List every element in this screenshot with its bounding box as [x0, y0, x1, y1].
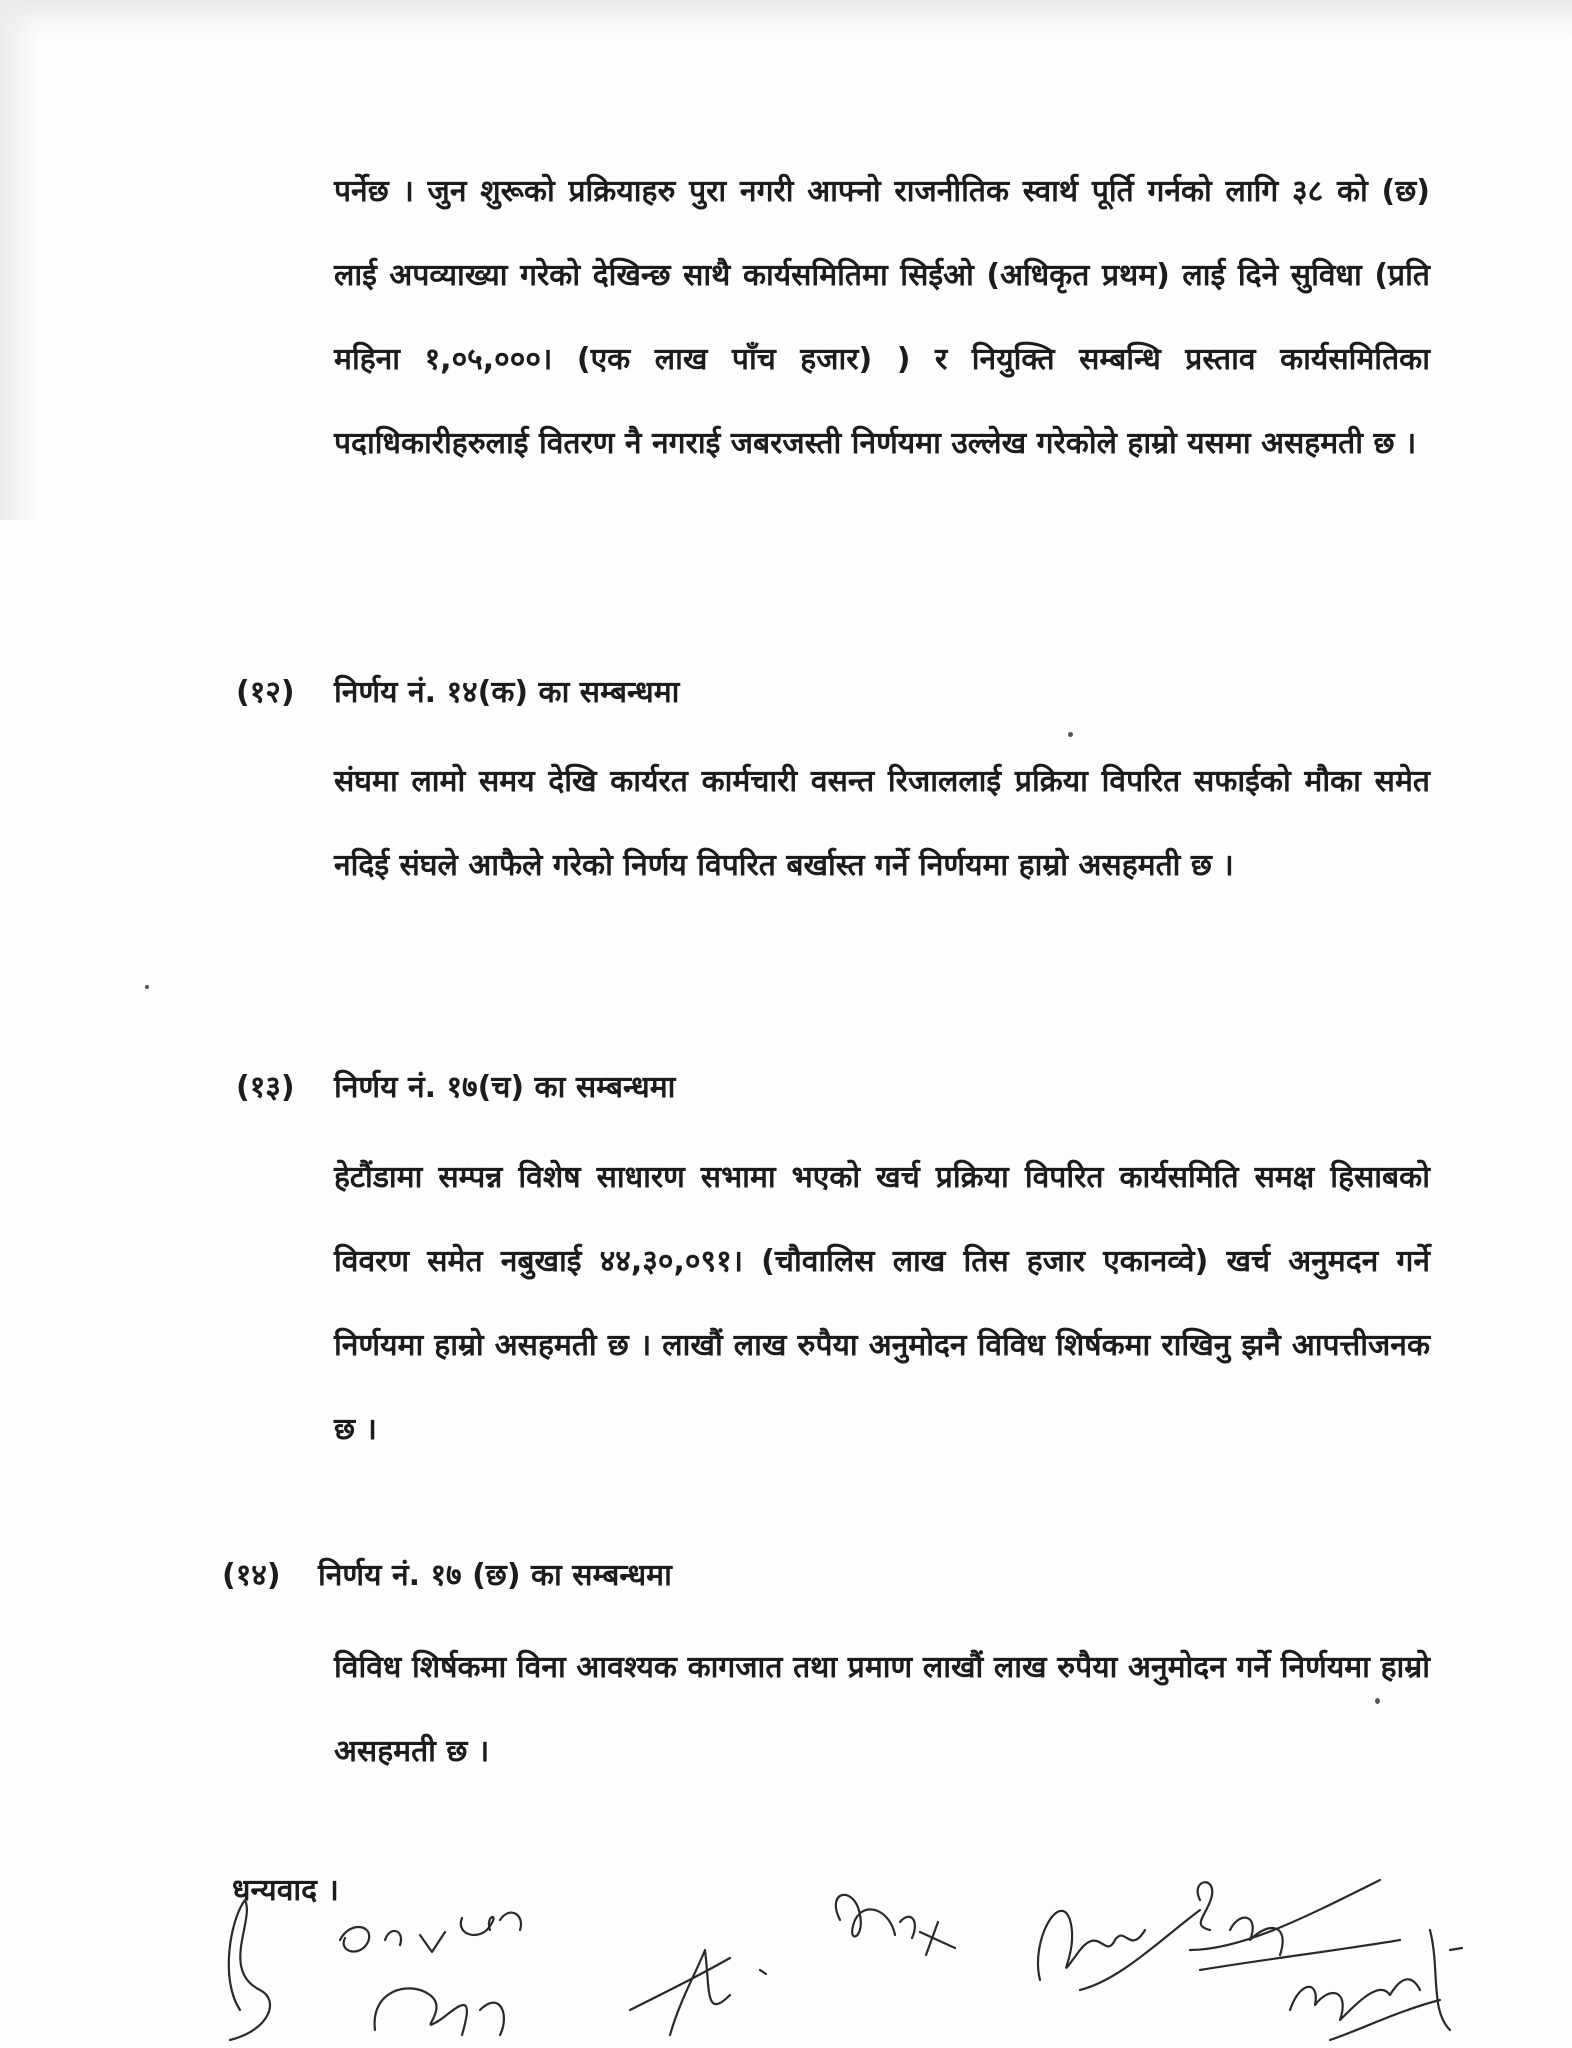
section-body-14: विविध शिर्षकमा विना आवश्यक कागजात तथा प्रमाण लाखौं लाख रुपैया अनुमोदन गर्ने निर्णयमा हाम्रो असहमती छ । — [334, 1650, 1430, 1769]
closing-thanks: धन्यवाद । — [232, 1873, 339, 1908]
section-number-12: (१२) — [236, 675, 295, 710]
scan-speck — [1375, 1698, 1380, 1704]
scan-speck — [145, 985, 149, 989]
signature-1 — [229, 1900, 270, 2040]
signature-5 — [836, 1895, 955, 1955]
signature-9 — [1330, 1948, 1462, 2040]
scan-speck — [1068, 732, 1073, 737]
section-number-13: (१३) — [236, 1070, 295, 1105]
signature-2 — [340, 1913, 521, 1952]
section-number-14: (१४) — [222, 1558, 281, 1593]
signature-7 — [1190, 1880, 1400, 1970]
section-body-12: संघमा लामो समय देखि कार्यरत कार्मचारी वसन्त रिजाललाई प्रक्रिया विपरित सफाईको मौका समेत नदिई संघले आफैले गरेको निर्णय विपरित बर्खास्त गर्ने निर्णयमा हाम्रो असहमती छ । — [334, 764, 1430, 883]
signature-4 — [630, 1950, 766, 2035]
section-heading-14: निर्णय नं. १७ (छ) का सम्बन्धमा — [318, 1558, 672, 1593]
section-heading-12: निर्णय नं. १४(क) का सम्बन्धमा — [334, 675, 680, 710]
signature-3 — [375, 1988, 504, 2035]
signature-6 — [1038, 1910, 1200, 1990]
signatures-area — [200, 1860, 1572, 2048]
section-heading-13: निर्णय नं. १७(च) का सम्बन्धमा — [334, 1070, 676, 1105]
page-fold-shadow — [0, 0, 40, 520]
continuation-paragraph: पर्नेछ । जुन शुरूको प्रक्रियाहरु पुरा नगरी आफ्नो राजनीतिक स्वार्थ पूर्ति गर्नको लागि ३८ को (छ) लाई अपव्याख्या गरेको देखिन्छ साथै कार्यसमितिमा सिईओ (अधिकृत प्रथम) लाई दिने सुविधा (प्रति महिना १,०५,०००। (एक लाख पाँच हजार) ) र नियुक्ति सम्बन्धि प्रस्ताव कार्यसमितिका पदाधिकारीहरुलाई वितरण नै नगराई जबरजस्ती निर्णयमा उल्लेख गरेकोले हाम्रो यसमा असहमती छ । — [334, 174, 1430, 461]
section-body-13: हेटौंडामा सम्पन्न विशेष साधारण सभामा भएको खर्च प्रक्रिया विपरित कार्यसमिति समक्ष हिसाबको विवरण समेत नबुखाई ४४,३०,०९१। (चौवालिस लाख तिस हजार एकानव्वे) खर्च अनुमदन गर्ने निर्णयमा हाम्रो असहमती छ । लाखौं लाख रुपैया अनुमोदन विविध शिर्षकमा राखिनु झनै आपत्तीजनक छ । — [334, 1160, 1430, 1447]
